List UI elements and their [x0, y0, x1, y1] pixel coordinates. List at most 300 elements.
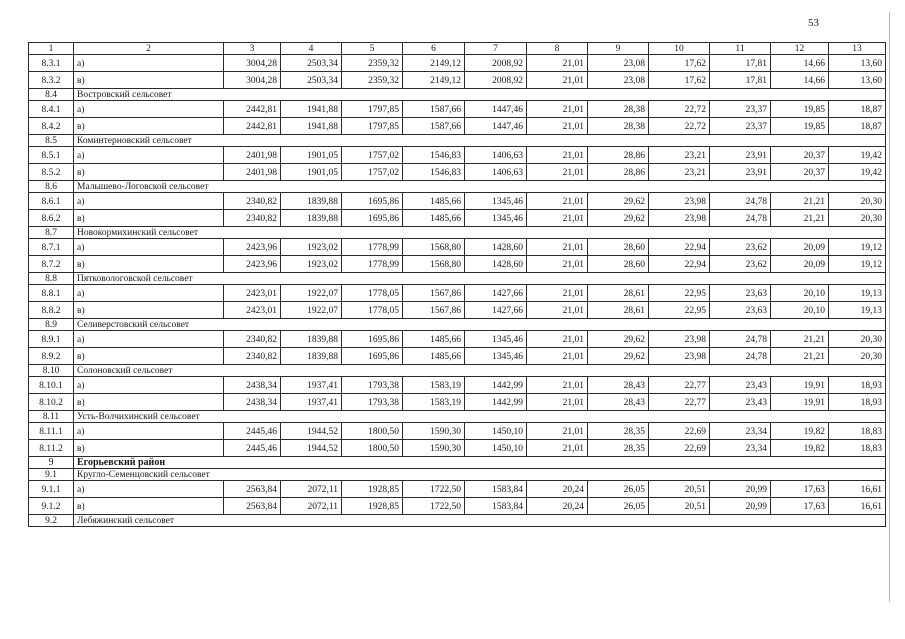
value-cell: 2340,82 — [224, 348, 281, 365]
section-row — [29, 515, 886, 527]
row-code: 9 — [29, 457, 74, 469]
value-cell: 1778,05 — [342, 302, 403, 319]
row-label: в) — [74, 348, 224, 365]
settlement-name: Кругло-Семенцовский сельсовет — [74, 469, 886, 481]
value-cell: 2445,46 — [224, 440, 281, 457]
value-cell: 3004,28 — [224, 72, 281, 89]
value-cell: 2072,11 — [281, 481, 342, 498]
value-cell: 1485,66 — [403, 331, 465, 348]
table-row — [29, 377, 886, 394]
value-cell: 1839,88 — [281, 331, 342, 348]
value-cell: 1793,38 — [342, 377, 403, 394]
value-cell: 1485,66 — [403, 193, 465, 210]
page-number: 53 — [808, 17, 819, 29]
value-cell: 17,62 — [649, 72, 710, 89]
column-number: 6 — [403, 43, 465, 55]
row-code: 8.8.2 — [29, 302, 74, 319]
row-code: 8.11.2 — [29, 440, 74, 457]
value-cell: 2340,82 — [224, 331, 281, 348]
table-row — [29, 285, 886, 302]
value-cell: 23,21 — [649, 164, 710, 181]
value-cell: 21,01 — [527, 147, 588, 164]
value-cell: 2438,34 — [224, 394, 281, 411]
value-cell: 1427,66 — [465, 302, 527, 319]
value-cell: 2563,84 — [224, 498, 281, 515]
value-cell: 1922,07 — [281, 302, 342, 319]
row-code: 8.4.2 — [29, 118, 74, 135]
value-cell: 18,87 — [829, 118, 886, 135]
value-cell: 1345,46 — [465, 331, 527, 348]
value-cell: 1447,46 — [465, 101, 527, 118]
value-cell: 20,09 — [771, 256, 829, 273]
value-cell: 28,43 — [588, 394, 649, 411]
value-cell: 2401,98 — [224, 147, 281, 164]
row-code: 8.10.2 — [29, 394, 74, 411]
row-code: 9.2 — [29, 515, 74, 527]
row-label: а) — [74, 481, 224, 498]
value-cell: 1568,80 — [403, 256, 465, 273]
row-code: 8.5.1 — [29, 147, 74, 164]
value-cell: 1839,88 — [281, 193, 342, 210]
value-cell: 16,61 — [829, 481, 886, 498]
column-number: 1 — [29, 43, 74, 55]
value-cell: 20,51 — [649, 498, 710, 515]
value-cell: 23,91 — [710, 164, 771, 181]
row-code: 8.6.2 — [29, 210, 74, 227]
value-cell: 22,69 — [649, 423, 710, 440]
value-cell: 19,82 — [771, 440, 829, 457]
row-label: а) — [74, 239, 224, 256]
value-cell: 1797,85 — [342, 118, 403, 135]
row-label: в) — [74, 118, 224, 135]
value-cell: 1797,85 — [342, 101, 403, 118]
value-cell: 2072,11 — [281, 498, 342, 515]
row-code: 8.3.2 — [29, 72, 74, 89]
row-code: 8.7.2 — [29, 256, 74, 273]
value-cell: 2503,34 — [281, 55, 342, 72]
value-cell: 3004,28 — [224, 55, 281, 72]
value-cell: 22,72 — [649, 118, 710, 135]
row-label: а) — [74, 285, 224, 302]
value-cell: 21,01 — [527, 377, 588, 394]
value-cell: 2563,84 — [224, 481, 281, 498]
value-cell: 1923,02 — [281, 256, 342, 273]
row-label: в) — [74, 72, 224, 89]
value-cell: 2008,92 — [465, 55, 527, 72]
value-cell: 14,66 — [771, 72, 829, 89]
value-cell: 1695,86 — [342, 348, 403, 365]
value-cell: 24,78 — [710, 193, 771, 210]
value-cell: 23,08 — [588, 55, 649, 72]
section-row — [29, 273, 886, 285]
row-label: в) — [74, 256, 224, 273]
value-cell: 1583,19 — [403, 394, 465, 411]
value-cell: 1937,41 — [281, 377, 342, 394]
row-label: в) — [74, 498, 224, 515]
value-cell: 21,01 — [527, 210, 588, 227]
row-label: в) — [74, 210, 224, 227]
value-cell: 1427,66 — [465, 285, 527, 302]
row-label: а) — [74, 331, 224, 348]
row-code: 8.3.1 — [29, 55, 74, 72]
value-cell: 20,37 — [771, 147, 829, 164]
row-code: 8.9.1 — [29, 331, 74, 348]
section-row — [29, 135, 886, 147]
row-code: 8.11.1 — [29, 423, 74, 440]
value-cell: 1583,84 — [465, 481, 527, 498]
value-cell: 1839,88 — [281, 348, 342, 365]
value-cell: 2401,98 — [224, 164, 281, 181]
value-cell: 2423,96 — [224, 256, 281, 273]
settlement-name: Востровский сельсовет — [74, 89, 886, 101]
value-cell: 28,86 — [588, 164, 649, 181]
table-row — [29, 498, 886, 515]
value-cell: 21,01 — [527, 239, 588, 256]
value-cell: 29,62 — [588, 193, 649, 210]
value-cell: 24,78 — [710, 348, 771, 365]
column-number: 13 — [829, 43, 886, 55]
value-cell: 1590,30 — [403, 423, 465, 440]
value-cell: 1345,46 — [465, 193, 527, 210]
column-number: 2 — [74, 43, 224, 55]
value-cell: 17,62 — [649, 55, 710, 72]
row-label: в) — [74, 394, 224, 411]
value-cell: 19,91 — [771, 394, 829, 411]
value-cell: 2359,32 — [342, 72, 403, 89]
table-row — [29, 210, 886, 227]
value-cell: 2340,82 — [224, 210, 281, 227]
settlement-name: Пятковологовской сельсовет — [74, 273, 886, 285]
value-cell: 1757,02 — [342, 164, 403, 181]
value-cell: 19,91 — [771, 377, 829, 394]
value-cell: 1695,86 — [342, 331, 403, 348]
settlement-name: Селиверстовский сельсовет — [74, 319, 886, 331]
value-cell: 21,01 — [527, 72, 588, 89]
tariff-table — [28, 42, 886, 527]
value-cell: 1839,88 — [281, 210, 342, 227]
value-cell: 21,01 — [527, 55, 588, 72]
value-cell: 29,62 — [588, 331, 649, 348]
value-cell: 1567,86 — [403, 285, 465, 302]
value-cell: 1406,63 — [465, 147, 527, 164]
value-cell: 2008,92 — [465, 72, 527, 89]
value-cell: 1901,05 — [281, 147, 342, 164]
value-cell: 20,30 — [829, 193, 886, 210]
row-code: 8.4 — [29, 89, 74, 101]
value-cell: 22,95 — [649, 285, 710, 302]
value-cell: 1695,86 — [342, 210, 403, 227]
value-cell: 18,83 — [829, 423, 886, 440]
value-cell: 1901,05 — [281, 164, 342, 181]
row-label: в) — [74, 164, 224, 181]
value-cell: 2503,34 — [281, 72, 342, 89]
value-cell: 1922,07 — [281, 285, 342, 302]
row-label: а) — [74, 377, 224, 394]
value-cell: 23,37 — [710, 101, 771, 118]
value-cell: 2423,01 — [224, 285, 281, 302]
value-cell: 21,01 — [527, 118, 588, 135]
table-row — [29, 164, 886, 181]
row-code: 8.5.2 — [29, 164, 74, 181]
table-row — [29, 193, 886, 210]
value-cell: 17,63 — [771, 498, 829, 515]
value-cell: 1778,99 — [342, 239, 403, 256]
value-cell: 1442,99 — [465, 377, 527, 394]
value-cell: 1944,52 — [281, 423, 342, 440]
value-cell: 19,42 — [829, 164, 886, 181]
value-cell: 1447,46 — [465, 118, 527, 135]
value-cell: 20,37 — [771, 164, 829, 181]
value-cell: 21,21 — [771, 193, 829, 210]
value-cell: 21,01 — [527, 285, 588, 302]
section-row — [29, 181, 886, 193]
value-cell: 23,98 — [649, 331, 710, 348]
row-code: 8.6 — [29, 181, 74, 193]
value-cell: 26,05 — [588, 481, 649, 498]
value-cell: 19,13 — [829, 302, 886, 319]
row-code: 8.7.1 — [29, 239, 74, 256]
row-label: а) — [74, 55, 224, 72]
value-cell: 1568,80 — [403, 239, 465, 256]
column-number: 4 — [281, 43, 342, 55]
value-cell: 23,08 — [588, 72, 649, 89]
table-row — [29, 101, 886, 118]
value-cell: 1450,10 — [465, 423, 527, 440]
value-cell: 23,91 — [710, 147, 771, 164]
row-code: 8.8 — [29, 273, 74, 285]
row-label: а) — [74, 423, 224, 440]
value-cell: 20,09 — [771, 239, 829, 256]
value-cell: 21,01 — [527, 164, 588, 181]
value-cell: 22,77 — [649, 394, 710, 411]
row-code: 9.1.2 — [29, 498, 74, 515]
section-row — [29, 365, 886, 377]
value-cell: 1583,84 — [465, 498, 527, 515]
value-cell: 20,10 — [771, 302, 829, 319]
margin-rule — [889, 12, 890, 602]
value-cell: 2442,81 — [224, 101, 281, 118]
settlement-name: Новокормихинский сельсовет — [74, 227, 886, 239]
value-cell: 2149,12 — [403, 55, 465, 72]
value-cell: 1928,85 — [342, 481, 403, 498]
value-cell: 2423,01 — [224, 302, 281, 319]
table-row — [29, 239, 886, 256]
value-cell: 29,62 — [588, 348, 649, 365]
value-cell: 28,35 — [588, 440, 649, 457]
value-cell: 28,60 — [588, 256, 649, 273]
value-cell: 23,98 — [649, 210, 710, 227]
table-row — [29, 118, 886, 135]
value-cell: 1928,85 — [342, 498, 403, 515]
value-cell: 13,60 — [829, 72, 886, 89]
value-cell: 1345,46 — [465, 210, 527, 227]
column-number-header — [29, 43, 886, 55]
column-number: 10 — [649, 43, 710, 55]
section-row — [29, 319, 886, 331]
value-cell: 19,42 — [829, 147, 886, 164]
section-row — [29, 469, 886, 481]
value-cell: 2445,46 — [224, 423, 281, 440]
value-cell: 19,85 — [771, 118, 829, 135]
settlement-name: Коминтерновский сельсовет — [74, 135, 886, 147]
value-cell: 26,05 — [588, 498, 649, 515]
column-number: 3 — [224, 43, 281, 55]
value-cell: 1923,02 — [281, 239, 342, 256]
value-cell: 23,34 — [710, 423, 771, 440]
row-code: 9.1.1 — [29, 481, 74, 498]
value-cell: 1722,50 — [403, 498, 465, 515]
value-cell: 19,82 — [771, 423, 829, 440]
value-cell: 21,01 — [527, 302, 588, 319]
value-cell: 20,30 — [829, 348, 886, 365]
row-label: в) — [74, 440, 224, 457]
value-cell: 23,62 — [710, 239, 771, 256]
value-cell: 21,21 — [771, 210, 829, 227]
value-cell: 18,93 — [829, 377, 886, 394]
value-cell: 20,51 — [649, 481, 710, 498]
value-cell: 22,72 — [649, 101, 710, 118]
value-cell: 1442,99 — [465, 394, 527, 411]
column-number: 5 — [342, 43, 403, 55]
value-cell: 1567,86 — [403, 302, 465, 319]
value-cell: 22,94 — [649, 239, 710, 256]
table-row — [29, 147, 886, 164]
value-cell: 1695,86 — [342, 193, 403, 210]
value-cell: 1800,50 — [342, 423, 403, 440]
value-cell: 20,24 — [527, 498, 588, 515]
value-cell: 20,30 — [829, 331, 886, 348]
row-code: 8.9 — [29, 319, 74, 331]
value-cell: 28,38 — [588, 101, 649, 118]
value-cell: 2423,96 — [224, 239, 281, 256]
value-cell: 23,63 — [710, 285, 771, 302]
value-cell: 20,24 — [527, 481, 588, 498]
row-label: а) — [74, 193, 224, 210]
value-cell: 28,60 — [588, 239, 649, 256]
value-cell: 18,93 — [829, 394, 886, 411]
value-cell: 1546,83 — [403, 147, 465, 164]
column-number: 7 — [465, 43, 527, 55]
value-cell: 1778,05 — [342, 285, 403, 302]
value-cell: 21,01 — [527, 101, 588, 118]
row-label: в) — [74, 302, 224, 319]
value-cell: 1941,88 — [281, 118, 342, 135]
value-cell: 17,81 — [710, 55, 771, 72]
row-code: 8.5 — [29, 135, 74, 147]
value-cell: 1793,38 — [342, 394, 403, 411]
value-cell: 28,35 — [588, 423, 649, 440]
value-cell: 1485,66 — [403, 348, 465, 365]
table-row — [29, 331, 886, 348]
value-cell: 23,21 — [649, 147, 710, 164]
value-cell: 21,01 — [527, 440, 588, 457]
row-label: а) — [74, 101, 224, 118]
value-cell: 1546,83 — [403, 164, 465, 181]
value-cell: 19,85 — [771, 101, 829, 118]
value-cell: 23,62 — [710, 256, 771, 273]
table-row — [29, 256, 886, 273]
row-code: 8.4.1 — [29, 101, 74, 118]
value-cell: 16,61 — [829, 498, 886, 515]
table-row — [29, 55, 886, 72]
value-cell: 1587,66 — [403, 101, 465, 118]
value-cell: 18,83 — [829, 440, 886, 457]
column-number: 12 — [771, 43, 829, 55]
value-cell: 19,12 — [829, 256, 886, 273]
value-cell: 21,01 — [527, 331, 588, 348]
district-row — [29, 457, 886, 469]
value-cell: 23,43 — [710, 394, 771, 411]
value-cell: 21,01 — [527, 394, 588, 411]
section-row — [29, 411, 886, 423]
value-cell: 24,78 — [710, 210, 771, 227]
value-cell: 1345,46 — [465, 348, 527, 365]
value-cell: 17,63 — [771, 481, 829, 498]
district-name: Егорьевский район — [74, 457, 886, 469]
value-cell: 22,95 — [649, 302, 710, 319]
table-row — [29, 423, 886, 440]
value-cell: 1800,50 — [342, 440, 403, 457]
row-code: 8.9.2 — [29, 348, 74, 365]
value-cell: 28,61 — [588, 285, 649, 302]
value-cell: 19,12 — [829, 239, 886, 256]
table-body — [29, 43, 886, 527]
table-row — [29, 481, 886, 498]
row-code: 9.1 — [29, 469, 74, 481]
value-cell: 23,43 — [710, 377, 771, 394]
table-row — [29, 348, 886, 365]
value-cell: 21,01 — [527, 256, 588, 273]
value-cell: 1590,30 — [403, 440, 465, 457]
value-cell: 28,61 — [588, 302, 649, 319]
value-cell: 21,01 — [527, 193, 588, 210]
value-cell: 1778,99 — [342, 256, 403, 273]
value-cell: 1944,52 — [281, 440, 342, 457]
table-row — [29, 440, 886, 457]
value-cell: 22,94 — [649, 256, 710, 273]
table-row — [29, 394, 886, 411]
settlement-name: Солоновский сельсовет — [74, 365, 886, 377]
value-cell: 17,81 — [710, 72, 771, 89]
value-cell: 23,63 — [710, 302, 771, 319]
value-cell: 19,13 — [829, 285, 886, 302]
value-cell: 18,87 — [829, 101, 886, 118]
row-code: 8.8.1 — [29, 285, 74, 302]
value-cell: 23,34 — [710, 440, 771, 457]
value-cell: 23,98 — [649, 193, 710, 210]
value-cell: 1722,50 — [403, 481, 465, 498]
value-cell: 1757,02 — [342, 147, 403, 164]
value-cell: 1450,10 — [465, 440, 527, 457]
value-cell: 1428,60 — [465, 239, 527, 256]
value-cell: 20,99 — [710, 481, 771, 498]
value-cell: 28,38 — [588, 118, 649, 135]
row-code: 8.11 — [29, 411, 74, 423]
column-number: 8 — [527, 43, 588, 55]
value-cell: 13,60 — [829, 55, 886, 72]
settlement-name: Лебяжинский сельсовет — [74, 515, 886, 527]
value-cell: 24,78 — [710, 331, 771, 348]
section-row — [29, 89, 886, 101]
settlement-name: Усть-Волчихинский сельсовет — [74, 411, 886, 423]
table-row — [29, 302, 886, 319]
value-cell: 1485,66 — [403, 210, 465, 227]
value-cell: 23,98 — [649, 348, 710, 365]
row-code: 8.6.1 — [29, 193, 74, 210]
value-cell: 28,86 — [588, 147, 649, 164]
column-number: 11 — [710, 43, 771, 55]
value-cell: 2438,34 — [224, 377, 281, 394]
